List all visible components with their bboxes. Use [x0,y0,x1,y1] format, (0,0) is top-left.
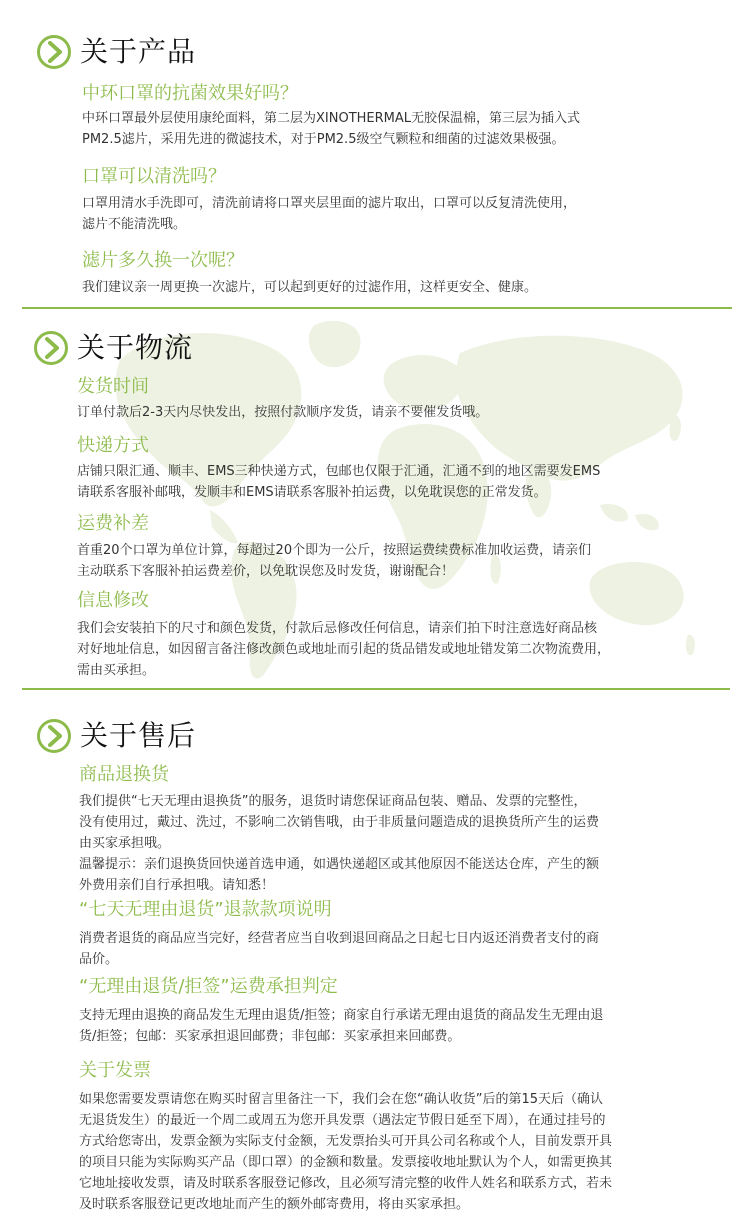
question-heading: 运费补差 [77,513,149,534]
text-line: 首重20个口罩为单位计算，每超过20个即为一公斤，按照运费续费标准加收运费，请亲们 [77,543,592,558]
answer-text [79,1005,603,1047]
text-line: 需由买承担。 [77,663,156,678]
answer-text [82,193,576,235]
section-title: 关于产品 [80,35,197,68]
text-line: 温馨提示：亲们退换货回快递首选申通，如遇快递超区或其他原因不能送达仓库，产生的额 [79,857,600,872]
text-line: 如果您需要发票请您在购买时留言里备注一下，我们会在您“确认收货”后的第15天后（确认 [79,1092,604,1107]
answer-text [77,461,600,503]
text-line: 无退货发生）的最近一个周二或周五为您开具发票（遇法定节假日延至下周），在通过挂号的 [79,1113,606,1128]
chevron-circle-right-icon [33,330,69,366]
answer-text [77,402,488,423]
answer-text [77,618,610,681]
text-line: 滤片不能清洗哦。 [82,217,187,232]
text-line: 它地址接收发票，请及时联系客服登记修改，且必须写清完整的收件人姓名和联系方式，若未 [79,1176,613,1191]
text-line: 的项目只能为实际购买产品（即口罩）的金额和数量。发票接收地址默认为个人，如需更换其 [79,1155,613,1170]
text-line: 品价。 [79,952,119,967]
answer-text [79,1089,612,1215]
chevron-circle-right-icon [36,718,72,754]
question-heading: 发货时间 [77,376,149,397]
text-line: 店铺只限汇通、顺丰、EMS三种快递方式，包邮也仅限于汇通，汇通不到的地区需要发EMS [77,464,601,479]
question-heading: 信息修改 [77,590,149,611]
question-heading: 快递方式 [77,435,149,456]
answer-text [82,277,537,298]
text-line: 我们建议亲一周更换一次滤片，可以起到更好的过滤作用，这样更安全、健康。 [82,280,538,295]
text-line: 货/拒签；包邮：买家承担退回邮费；非包邮：买家承担来回邮费。 [79,1029,461,1044]
text-line: 方式给您寄出，发票金额为实际支付金额，无发票抬头可开具公司名称或个人，目前发票开具 [79,1134,613,1149]
text-line: 由买家承担哦。 [79,836,171,851]
question-heading: 关于发票 [79,1060,151,1081]
text-line: 及时联系客服登记更改地址而产生的额外邮寄费用，将由买家承担。 [79,1197,470,1212]
section-title: 关于售后 [80,719,197,752]
text-line: PM2.5滤片，采用先进的微滤技术，对于PM2.5级空气颗粒和细菌的过滤效果极强。 [82,132,565,147]
answer-text [82,108,580,150]
section-title: 关于物流 [77,331,194,364]
text-line: 口罩用清水手洗即可，清洗前请将口罩夹层里面的滤片取出，口罩可以反复清洗使用， [82,196,577,211]
text-line: 中环口罩最外层使用康纶面料，第二层为XINOTHERMAL无胶保温棉，第三层为插入式 [82,111,581,126]
question-heading: 商品退换货 [79,764,169,785]
question-heading: 中环口罩的抗菌效果好吗？ [82,83,298,104]
section-header-logistics [33,330,193,366]
chevron-circle-right-icon [36,34,72,70]
text-line: 消费者退货的商品应当完好，经营者应当自收到退回商品之日起七日内返还消费者支付的商 [79,931,600,946]
question-heading: “七天无理由退货”退款款项说明 [79,899,332,920]
section-header-product [36,34,196,70]
text-line: 对好地址信息，如因留言备注修改颜色或地址而引起的货品错发或地址错发第二次物流费用， [77,642,611,657]
text-line: 订单付款后2-3天内尽快发出，按照付款顺序发货，请亲不要催发货哦。 [77,405,489,420]
section-header-aftersale [36,718,196,754]
section-divider [22,688,730,690]
text-line: 我们提供“七天无理由退换货”的服务，退货时请您保证商品包装、赠品、发票的完整性， [79,794,587,809]
text-line: 请联系客服补邮哦，发顺丰和EMS请联系客服补拍运费，以免耽误您的正常发货。 [77,485,547,500]
question-heading: 滤片多久换一次呢？ [82,250,244,271]
question-heading: 口罩可以清洗吗？ [82,166,226,187]
answer-text [79,928,599,970]
question-heading: “无理由退货/拒签”运费承担判定 [79,976,338,997]
text-line: 我们会安装拍下的尺寸和颜色发货，付款后忌修改任何信息，请亲们拍下时注意选好商品核 [77,621,598,636]
text-line: 支持无理由退换的商品发生无理由退货/拒签；商家自行承诺无理由退货的商品发生无理由退 [79,1008,604,1023]
text-line: 外费用亲们自行承担哦。请知悉！ [79,878,275,893]
text-line: 主动联系下客服补拍运费差价，以免耽误您及时发货，谢谢配合！ [77,564,455,579]
text-line: 没有使用过，戴过、洗过，不影响二次销售哦，由于非质量问题造成的退换货所产生的运费 [79,815,600,830]
answer-text [79,791,599,896]
answer-text [77,540,591,582]
